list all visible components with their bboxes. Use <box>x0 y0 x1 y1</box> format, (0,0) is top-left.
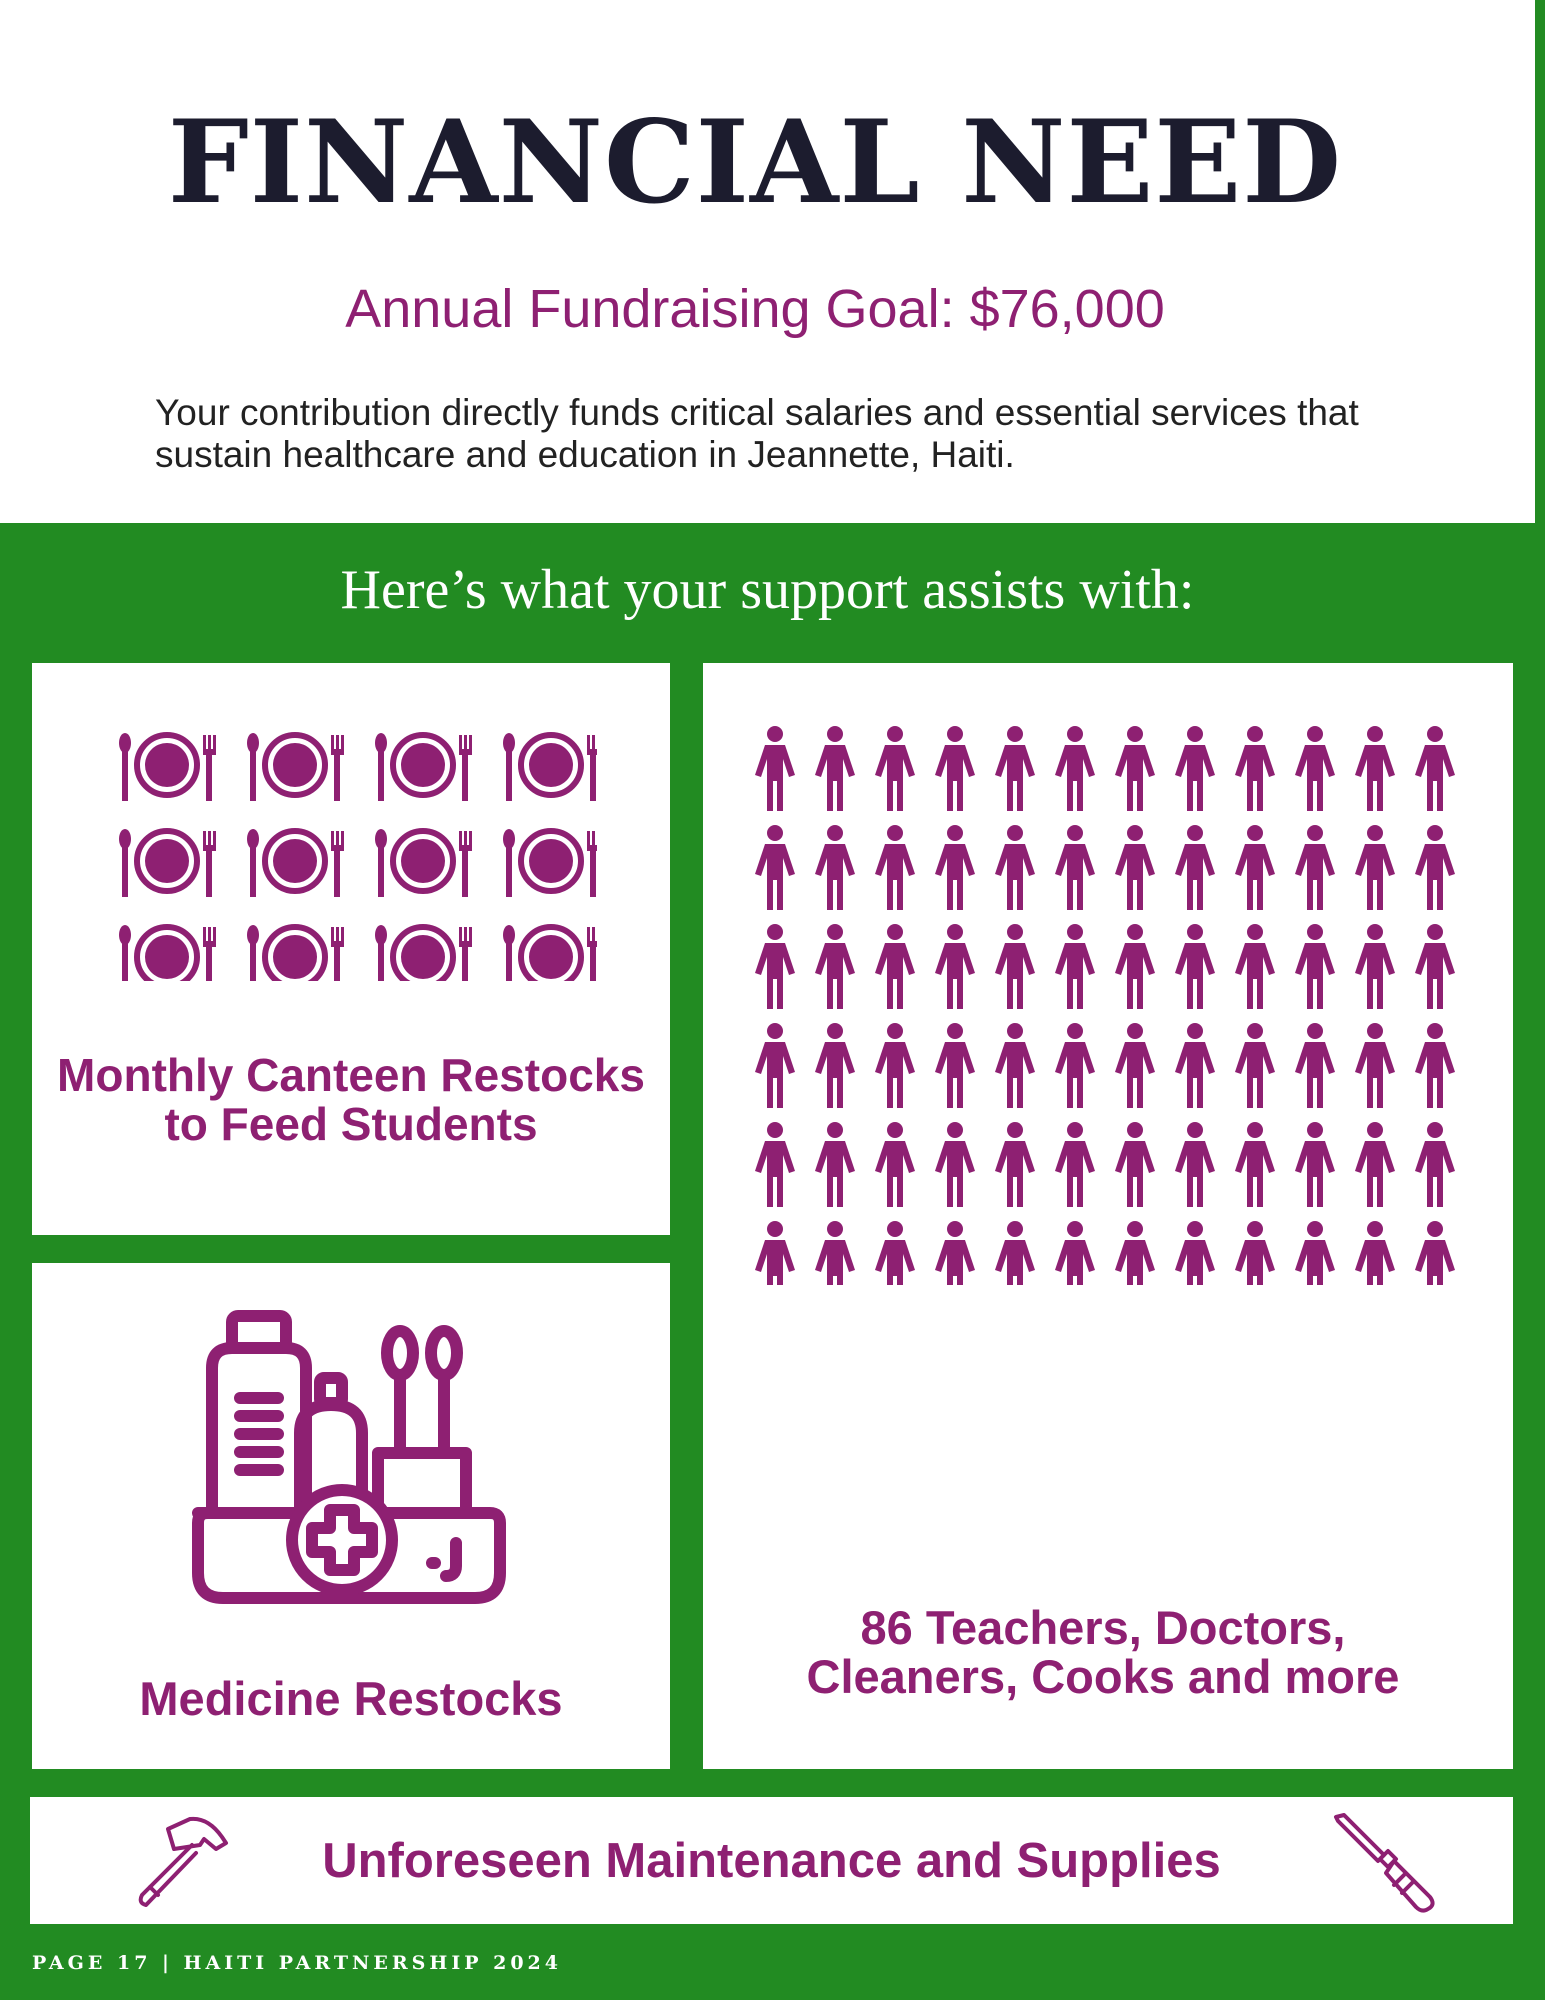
place-setting-icon <box>503 829 597 897</box>
person-icon <box>1415 726 1455 811</box>
canteen-card <box>32 663 670 1235</box>
fundraising-goal: Annual Fundraising Goal: $76,000 <box>345 279 1165 339</box>
person-icon <box>935 825 975 910</box>
support-heading: Here’s what your support assists with: <box>340 559 1195 621</box>
person-icon <box>1115 1023 1155 1108</box>
person-icon <box>1355 726 1395 811</box>
person-icon <box>1115 726 1155 811</box>
person-icon <box>1175 924 1215 1009</box>
staff-icons-grid <box>753 725 1473 1285</box>
person-icon <box>995 726 1035 811</box>
person-icon <box>1415 924 1455 1009</box>
place-setting-icon <box>375 925 472 981</box>
person-icon <box>995 825 1035 910</box>
person-icon <box>1295 924 1335 1009</box>
page-title: FINANCIAL NEED <box>167 95 1343 229</box>
person-icon <box>875 924 915 1009</box>
person-icon <box>935 1122 975 1207</box>
person-icon <box>1355 1122 1395 1207</box>
screwdriver-icon <box>1330 1811 1450 1915</box>
page-footer: PAGE 17 | HAITI PARTNERSHIP 2024 <box>32 1952 562 1974</box>
person-icon <box>1175 1221 1215 1285</box>
person-icon <box>1115 825 1155 910</box>
person-icon <box>1235 726 1275 811</box>
person-icon <box>1055 726 1095 811</box>
person-icon <box>755 1122 795 1207</box>
person-icon <box>995 1122 1035 1207</box>
medicine-label: Medicine Restocks <box>139 1672 563 1725</box>
staff-label: 86 Teachers, Doctors, Cleaners, Cooks and more <box>806 1601 1400 1703</box>
person-icon <box>815 726 855 811</box>
person-icon <box>1055 1122 1095 1207</box>
person-icon <box>1295 726 1335 811</box>
person-icon <box>1355 825 1395 910</box>
person-icon <box>1055 1023 1095 1108</box>
place-setting-icon <box>247 925 344 981</box>
place-setting-icon <box>375 733 472 801</box>
person-icon <box>1355 1023 1395 1108</box>
person-icon <box>815 1023 855 1108</box>
person-icon <box>875 1023 915 1108</box>
person-icon <box>935 1221 975 1285</box>
person-icon <box>995 1023 1035 1108</box>
person-icon <box>1115 1221 1155 1285</box>
person-icon <box>1415 1023 1455 1108</box>
intro-text: Your contribution directly funds critical salaries and essential services that sustain healthcare and education in Jeannette, Haiti. <box>155 392 1359 475</box>
person-icon <box>755 726 795 811</box>
person-icon <box>995 924 1035 1009</box>
person-icon <box>1115 1122 1155 1207</box>
person-icon <box>875 825 915 910</box>
person-icon <box>935 726 975 811</box>
person-icon <box>1235 1122 1275 1207</box>
person-icon <box>1055 825 1095 910</box>
place-setting-icon <box>503 925 597 981</box>
person-icon <box>1295 1023 1335 1108</box>
person-icon <box>875 1221 915 1285</box>
canteen-label: Monthly Canteen Restocks to Feed Students <box>57 1049 645 1150</box>
maintenance-label: Unforeseen Maintenance and Supplies <box>322 1834 1221 1888</box>
person-icon <box>1175 726 1215 811</box>
person-icon <box>1415 825 1455 910</box>
place-setting-icon <box>375 829 472 897</box>
place-setting-icon <box>119 733 216 801</box>
person-icon <box>755 1023 795 1108</box>
person-icon <box>1235 1221 1275 1285</box>
staff-card <box>703 663 1513 1769</box>
person-icon <box>815 1221 855 1285</box>
person-icon <box>815 924 855 1009</box>
place-setting-icon <box>247 829 344 897</box>
person-icon <box>1235 924 1275 1009</box>
person-icon <box>1115 924 1155 1009</box>
person-icon <box>1415 1221 1455 1285</box>
maintenance-card <box>30 1797 1513 1924</box>
person-icon <box>1175 1122 1215 1207</box>
person-icon <box>995 1221 1035 1285</box>
medicine-card <box>32 1263 670 1769</box>
person-icon <box>875 726 915 811</box>
person-icon <box>1235 825 1275 910</box>
person-icon <box>1295 825 1335 910</box>
person-icon <box>1415 1122 1455 1207</box>
person-icon <box>755 1221 795 1285</box>
person-icon <box>1235 1023 1275 1108</box>
person-icon <box>815 825 855 910</box>
person-icon <box>1295 1122 1335 1207</box>
medicine-kit-icon <box>182 1308 512 1638</box>
person-icon <box>1175 1023 1215 1108</box>
person-icon <box>1295 1221 1335 1285</box>
person-icon <box>1355 924 1395 1009</box>
place-setting-icon <box>247 733 344 801</box>
person-icon <box>1175 825 1215 910</box>
place-setting-icon <box>119 829 216 897</box>
person-icon <box>755 924 795 1009</box>
person-icon <box>1055 924 1095 1009</box>
meal-icons-grid <box>117 731 597 981</box>
person-icon <box>875 1122 915 1207</box>
person-icon <box>935 924 975 1009</box>
person-icon <box>1355 1221 1395 1285</box>
place-setting-icon <box>503 733 597 801</box>
person-icon <box>1055 1221 1095 1285</box>
person-icon <box>755 825 795 910</box>
person-icon <box>815 1122 855 1207</box>
place-setting-icon <box>119 925 216 981</box>
person-icon <box>935 1023 975 1108</box>
